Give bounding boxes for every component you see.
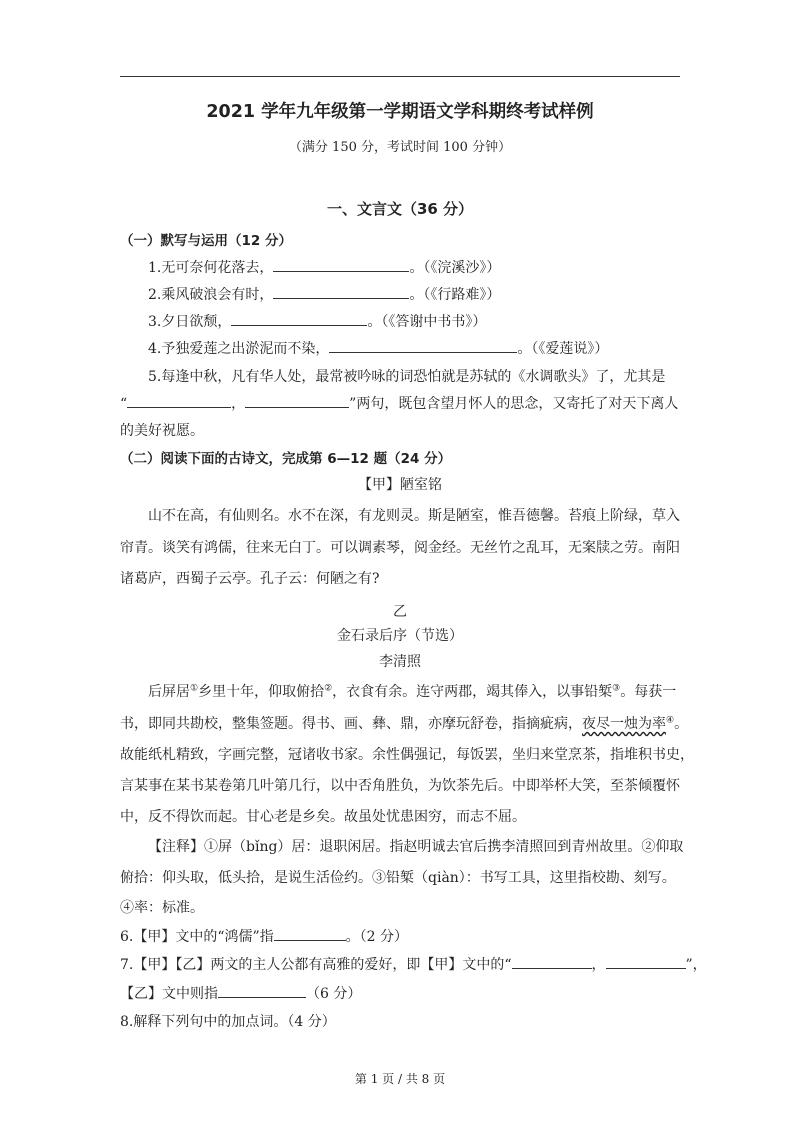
q1-text: 1.无可奈何花落去， [148,260,274,276]
annotation-line: 【注释】①屏（bǐng）居：退职闲居。指赵明诚去官后携李清照回到青州故里。②仰取 [148,839,684,855]
question-4 [148,338,608,358]
q5-answer-blank-1[interactable] [127,395,231,408]
passage-jia-title: 【甲】陋室铭 [358,477,442,493]
q3-source: 。（《答谢中书书》） [367,314,487,330]
passage-yi-line: 中，反不得饮而起。甘心老是乡矣。故虽处忧患困穷，而志不屈。 [120,809,526,825]
footnote-marker: ① [190,683,199,694]
part1-heading: （一）默写与运用（12 分） [120,233,292,249]
passage-jia-line: 诸葛庐，西蜀子云亭。孔子云：何陋之有? [120,571,380,587]
q7-answer-blank-3[interactable] [218,985,306,998]
q4-text: 4.予独爱莲之出淤泥而不染， [148,341,330,357]
q2-answer-blank[interactable] [273,286,409,299]
header-rule [120,76,680,77]
q6-answer-blank[interactable] [274,928,346,941]
footnote-marker: ② [324,683,333,694]
question-5-line3: 的美好祝愿。 [120,423,204,439]
question-5-line1: 5.每逢中秋，凡有华人处，最常被吟咏的词恐怕就是苏轼的《水调歌头》了，尤其是 [148,369,666,385]
part2-heading: （二）阅读下面的古诗文，完成第 6—12 题（24 分） [120,451,452,467]
question-7-line2: 【乙】文中则指 （6 分） [120,986,362,1002]
passage-yi-mark: 乙 [393,604,407,620]
passage-yi-line: 故能纸札精致，字画完整，冠诸收书家。余性偶强记，每饭罢，坐归来堂烹茶，指堆积书史， [120,747,694,763]
q2-source: 。（《行路难》） [409,287,501,303]
passage-jia-line: 山不在高，有仙则名。水不在深，有龙则灵。斯是陋室，惟吾德馨。苔痕上阶绿，草入 [148,508,680,524]
q7-answer-blank-1[interactable] [512,956,592,969]
q4-answer-blank[interactable] [329,340,517,353]
q1-answer-blank[interactable] [273,259,409,272]
q5-answer-blank-2[interactable] [245,395,349,408]
exam-info: （满分 150 分，考试时间 100 分钟） [288,140,512,155]
question-1 [148,257,500,277]
q4-source: 。（《爱莲说》） [517,341,609,357]
question-2 [148,284,500,304]
question-8: 8.解释下列句中的加点词。（4 分） [120,1014,336,1030]
q7-answer-blank-2[interactable] [606,956,686,969]
passage-yi-title: 金石录后序（节选） [337,628,463,644]
passage-jia-line: 帘青。谈笑有鸿儒，往来无白丁。可以调素琴，阅金经。无丝竹之乱耳，无案牍之劳。南阳 [120,540,680,556]
annotation-line: 俯拾：仰头取，低头拾，是说生活俭约。③铅椠（qiàn）：书写工具，这里指校勘、刻写。 [120,870,676,886]
passage-yi-author: 李清照 [379,654,421,670]
q3-answer-blank[interactable] [231,313,367,326]
wavy-underlined-sentence: 夜尽一烛为率 [582,716,666,732]
question-3 [148,311,486,331]
footnote-marker: ③ [612,683,621,694]
annotation-line: ④率：标准。 [120,900,204,916]
q1-source: 。（《浣溪沙》） [409,260,501,276]
passage-yi-line: 言某事在某书某卷第几叶第几行，以中否角胜负，为饮茶先后。中即举杯大笑，至茶倾覆怀 [120,778,680,794]
passage-yi-line: 后屏居①乡里十年，仰取俯拾②，衣食有余。连守两郡，竭其俸入，以事铅椠③。每获一 [148,683,677,700]
page-footer: 第 1 页 / 共 8 页 [354,1072,446,1086]
passage-yi-line: 书，即同共勘校，整集签题。得书、画、彝、鼎，亦摩玩舒卷，指摘疵病，夜尽一烛为率④。 [120,715,689,732]
question-6: 6.【甲】文中的“鸿儒”指 。（2 分） [120,929,409,945]
page-title: 2021 学年九年级第一学期语文学科期终考试样例 [206,102,594,122]
q3-text: 3.夕日欲颓， [148,314,232,330]
q2-text: 2.乘风破浪会有时， [148,287,274,303]
question-7: 7.【甲】【乙】两文的主人公都有高雅的爱好，即【甲】文中的“ ， ”， [120,957,707,973]
question-5-line2: “ ， ”两句，既包含望月怀人的思念，又寄托了对天下离人 [120,396,679,412]
footnote-marker: ④ [666,715,675,726]
section-heading: 一、文言文（36 分） [326,200,474,218]
